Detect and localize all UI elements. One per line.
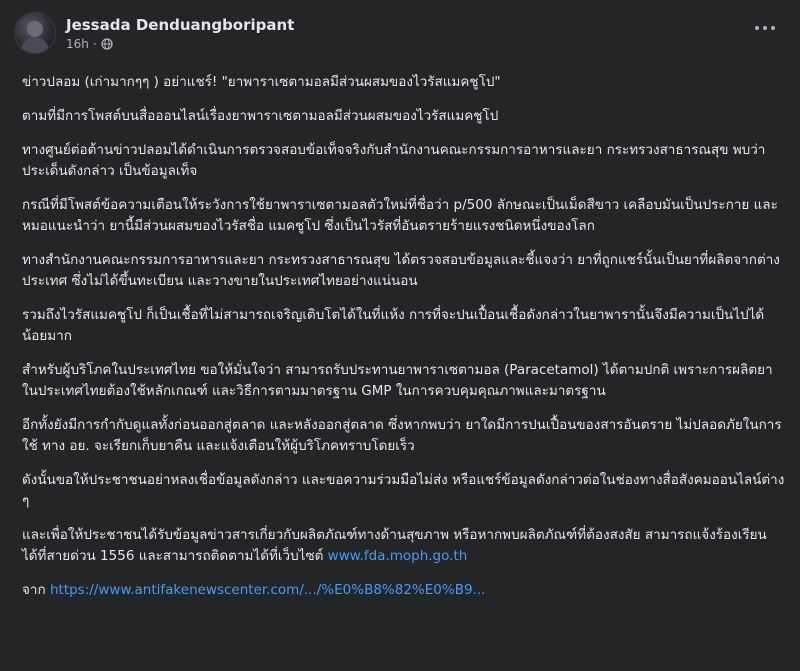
avatar-head [27, 21, 43, 37]
post-paragraph: สำหรับผู้บริโภคในประเทศไทย ขอให้มั่นใจว่า สามารถรับประทานยาพาราเซตามอล (Paracetamol) ได้ตามปกติ เพราะการผลิตยาในประเทศไทยต้องใช้หลักเกณฑ์ และวิธีการตามมาตรฐาน GMP ในการควบคุมคุณภาพและมาตรฐาน [22, 362, 773, 399]
contact-text: และเพื่อให้ประชาชนได้รับข้อมูลข่าวสารเกี่ยวกับผลิตภัณฑ์ทางด้านสุขภาพ หรือหากพบผลิตภัณฑ์ที่ต้องสงสัย สามารถแจ้งร้องเรียนได้ที่สายด่วน 1556 และสามารถติดตามได้ที่เว็บไซต์ [22, 527, 767, 564]
post-source [22, 580, 786, 601]
source-link[interactable]: https://www.antifakenewscenter.com/.../%E0%B8%82%E0%B9... [49, 582, 486, 598]
post-paragraph: ข่าวปลอม (เก่ามากๆๆ ) อย่าแชร์! "ยาพาราเซตามอลมีส่วนผสมของไวรัสแมคชูโป" [22, 74, 501, 90]
post-paragraph: อีกทั้งยังมีการกำกับดูแลทั้งก่อนออกสู่ตลาด และหลังออกสู่ตลาด ซึ่งหากพบว่า ยาใดมีการปนเปื้อนของสารอันตราย ไม่ปลอดภัยในการใช้ ทาง อย. จะเรียกเก็บยาคืน และแจ้งเตือนให้ผู้บริโภคทราบโดยเร็ว [22, 417, 782, 454]
more-options-icon[interactable] [750, 18, 780, 38]
post-header [14, 8, 786, 58]
post-paragraph: ดังนั้นขอให้ประชาชนอย่าหลงเชื่อข้อมูลดังกล่าว และขอความร่วมมือไม่ส่ง หรือแชร์ข้อมูลดังกล่าวต่อในช่องทางสื่อสังคมออนไลน์ต่าง ๆ [22, 472, 785, 509]
post-timestamp[interactable]: 16h [66, 36, 89, 51]
post-paragraph: รวมถึงไวรัสแมคชูโป ก็เป็นเชื้อที่ไม่สามารถเจริญเติบโตได้ในที่แห้ง การที่จะปนเปื้อนเชื้อดังกล่าวในยาพารานั้นจึงมีความเป็นไปได้น้อยมาก [22, 307, 765, 344]
more-dot [763, 26, 767, 30]
globe-icon[interactable] [101, 38, 113, 50]
author-name[interactable]: Jessada Denduangboripant [66, 15, 295, 34]
post-subline [66, 37, 294, 51]
post-paragraph: ตามที่มีการโพสต์บนสื่อออนไลน์เรื่องยาพาราเซตามอลมีส่วนผสมของไวรัสแมคชูโป [22, 108, 499, 124]
post-paragraph: กรณีที่มีโพสต์ข้อความเตือนให้ระวังการใช้ยาพาราเซตามอลตัวใหม่ที่ชื่อว่า p/500 ลักษณะเป็นเม็ดสีขาว เคลือบมันเป็นประกาย และหมอแนะนำว่า ยานี้มีส่วนผสมของไวรัสชื่อ แมคชูโป ซึ่งเป็นไวรัสที่อันตรายร้ายแรงชนิดหนึ่งของโลก [22, 197, 778, 234]
source-prefix: จาก [22, 582, 50, 598]
more-dot [755, 26, 759, 30]
post-meta [66, 16, 294, 51]
post-paragraph-contact [22, 525, 786, 567]
separator-dot: · [92, 36, 97, 51]
post-paragraph: ทางสำนักงานคณะกรรมการอาหารและยา กระทรวงสาธารณสุข ได้ตรวจสอบข้อมูลและชี้แจงว่า ยาที่ถูกแชร์นั้นเป็นยาที่ผลิตจากต่างประเทศ ซึ่งไม่ได้ขึ้นทะเบียน และวางขายในประเทศไทยอย่างแน่นอน [22, 252, 780, 289]
avatar-body [21, 37, 49, 54]
avatar[interactable] [14, 12, 56, 54]
more-dot [771, 26, 775, 30]
post-content [14, 72, 786, 601]
post-paragraph: ทางศูนย์ต่อต้านข่าวปลอมได้ดำเนินการตรวจสอบข้อเท็จจริงกับสำนักงานคณะกรรมการอาหารและยา กระทรวงสาธารณสุข พบว่าประเด็นดังกล่าว เป็นข้อมูลเท็จ [22, 142, 766, 179]
fda-website-link[interactable]: www.fda.moph.go.th [327, 548, 468, 564]
